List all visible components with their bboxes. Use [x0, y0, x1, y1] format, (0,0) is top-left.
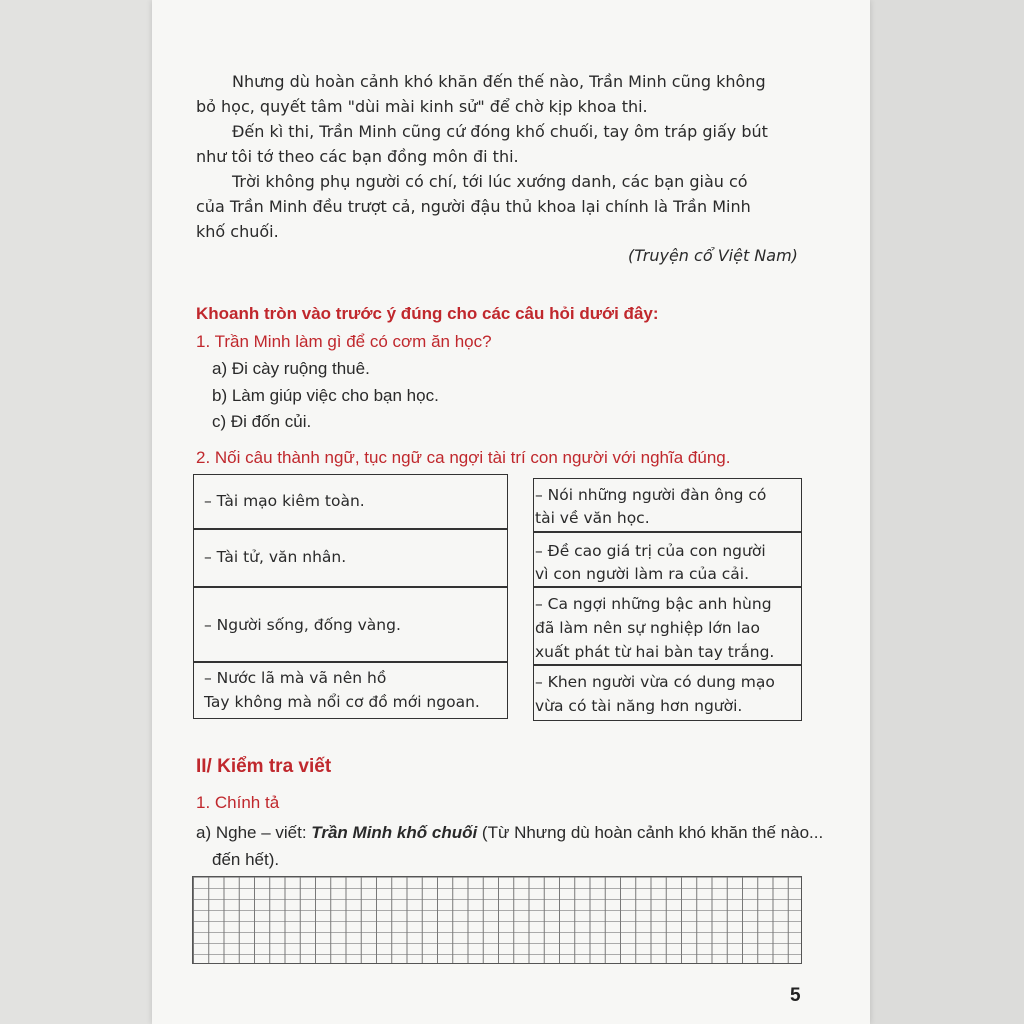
question-1: 1. Trần Minh làm gì để có cơm ăn học?	[196, 332, 492, 351]
table-divider	[533, 664, 802, 666]
option-b: b) Làm giúp việc cho bạn học.	[212, 386, 439, 405]
meaning-item: vì con người làm ra của cải.	[535, 565, 750, 583]
option-c: c) Đi đốn củi.	[212, 412, 312, 431]
idiom-item: – Nước lã mà vã nên hồ	[204, 669, 387, 687]
story-line: khố chuối.	[196, 222, 279, 241]
story-line: Trời không phụ người có chí, tới lúc xướng danh, các bạn giàu có	[232, 172, 748, 191]
story-line: bỏ học, quyết tâm "dùi mài kinh sử" để chờ kịp khoa thi.	[196, 97, 648, 116]
book-left-edge	[0, 0, 152, 1024]
table-divider	[193, 661, 508, 663]
task-suffix: (Từ Nhưng dù hoàn cảnh khó khăn thế nào...	[477, 823, 824, 842]
sub-title: 1. Chính tả	[196, 793, 280, 812]
idiom-item: – Tài mạo kiêm toàn.	[204, 492, 365, 510]
meaning-item: đã làm nên sự nghiệp lớn lao	[535, 619, 760, 637]
meaning-item: – Nói những người đàn ông có	[535, 486, 767, 504]
task-title: Trần Minh khố chuối	[311, 823, 478, 842]
meaning-item: vừa có tài năng hơn người.	[535, 697, 743, 715]
story-line: của Trần Minh đều trượt cả, người đậu thủ khoa lại chính là Trần Minh	[196, 197, 751, 216]
story-line: Đến kì thi, Trần Minh cũng cứ đóng khố chuối, tay ôm tráp giấy bút	[232, 122, 768, 141]
meaning-item: tài về văn học.	[535, 509, 650, 527]
idiom-item: Tay không mà nổi cơ đồ mới ngoan.	[204, 693, 480, 711]
table-divider	[193, 528, 508, 530]
idiom-item: – Người sống, đống vàng.	[204, 616, 401, 634]
idiom-item: – Tài tử, văn nhân.	[204, 548, 347, 566]
task-line-2: đến hết).	[212, 850, 280, 869]
page-number: 5	[790, 985, 801, 1006]
writing-grid[interactable]	[192, 876, 802, 964]
table-divider	[193, 586, 508, 588]
table-divider	[533, 531, 802, 533]
story-source: (Truyện cổ Việt Nam)	[628, 246, 798, 265]
meaning-item: – Đề cao giá trị của con người	[535, 542, 766, 560]
task-line	[196, 823, 823, 843]
table-divider	[533, 586, 802, 588]
story-line: như tôi tớ theo các bạn đồng môn đi thi.	[196, 147, 519, 166]
meaning-item: – Ca ngợi những bậc anh hùng	[535, 595, 772, 613]
meaning-item: xuất phát từ hai bàn tay trắng.	[535, 643, 775, 661]
quiz-instruction: Khoanh tròn vào trước ý đúng cho các câu hỏi dưới đây:	[196, 304, 659, 323]
question-2: 2. Nối câu thành ngữ, tục ngữ ca ngợi tài trí con người với nghĩa đúng.	[196, 448, 731, 467]
story-line: Nhưng dù hoàn cảnh khó khăn đến thế nào, Trần Minh cũng không	[232, 72, 766, 91]
book-right-edge	[870, 0, 1024, 1024]
section-title: II/ Kiểm tra viết	[196, 756, 332, 777]
meaning-item: – Khen người vừa có dung mạo	[535, 673, 775, 691]
task-prefix: a) Nghe – viết:	[196, 823, 312, 842]
option-a: a) Đi cày ruộng thuê.	[212, 359, 370, 378]
